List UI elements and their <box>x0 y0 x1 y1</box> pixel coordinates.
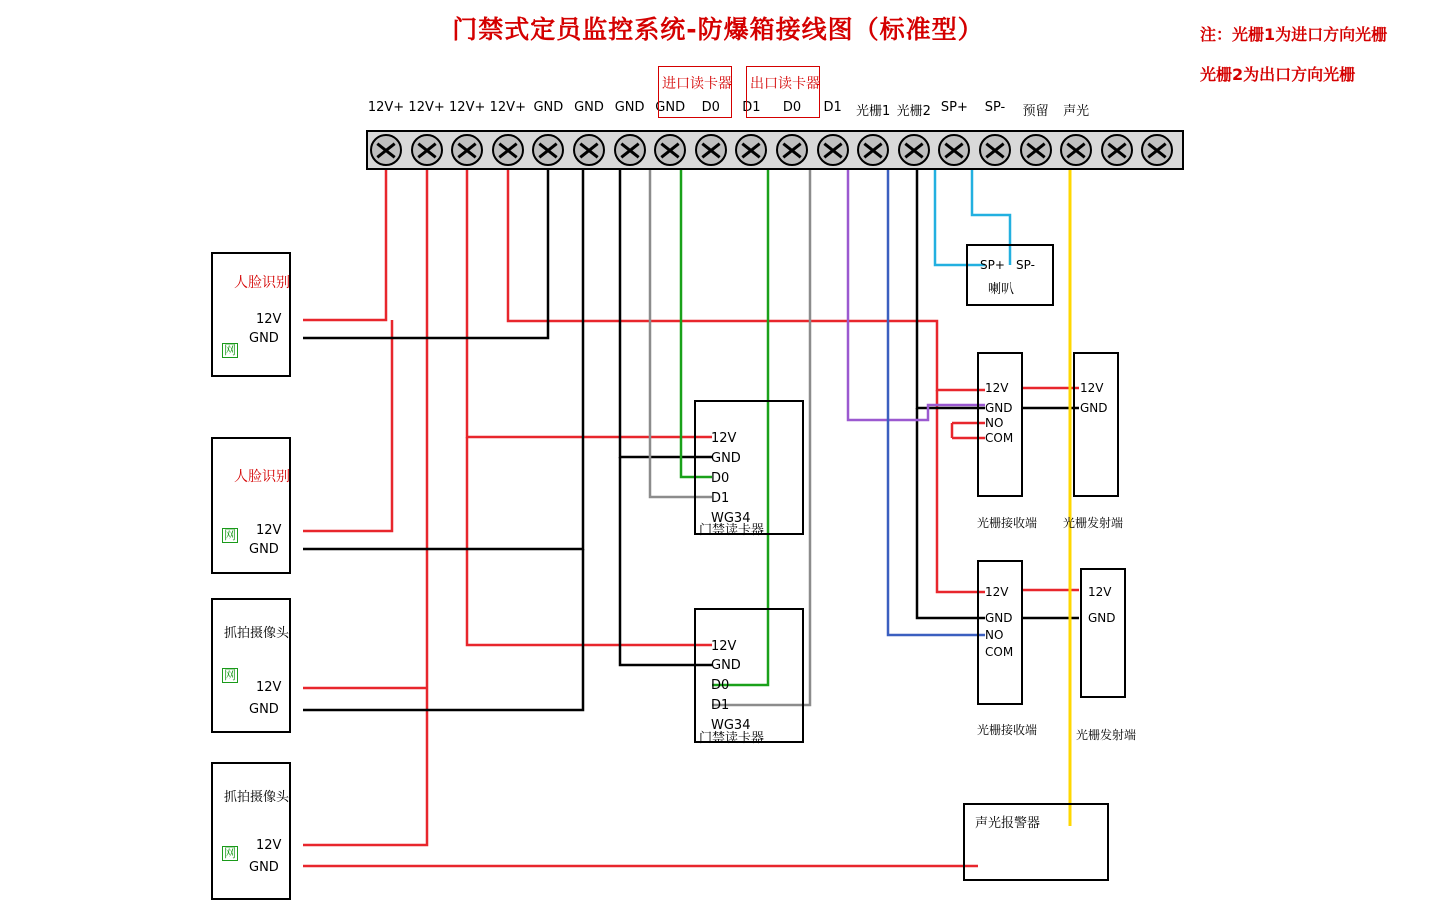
terminal-label-10: D1 <box>742 100 761 115</box>
grating-rx2-pin-12v: 12V <box>985 585 1009 599</box>
terminal-screw-2[interactable] <box>411 134 443 166</box>
terminal-label-4: 12V+ <box>489 100 526 115</box>
grating-tx2-pin-12v: 12V <box>1088 585 1112 599</box>
grating-rx1-pin-12v: 12V <box>985 381 1009 395</box>
cam2-label: 抓拍摄像头 <box>224 790 290 805</box>
terminal-screw-16[interactable] <box>979 134 1011 166</box>
terminal-screw-12[interactable] <box>817 134 849 166</box>
face1-net-port: 网 <box>224 343 237 357</box>
grating-tx1-pin-12v: 12V <box>1080 381 1104 395</box>
cam2-pin-12v: 12V <box>256 838 282 853</box>
terminal-screw-4[interactable] <box>492 134 524 166</box>
terminal-screw-9[interactable] <box>695 134 727 166</box>
grating-rx1-label: 光栅接收端 <box>977 516 1038 530</box>
device-capture-camera-2 <box>211 762 291 900</box>
terminal-label-2: 12V+ <box>408 100 445 115</box>
grating-rx2-pin-com: COM <box>985 645 1014 659</box>
grating-rx1-pin-gnd: GND <box>985 401 1013 415</box>
reader1-pin-12v: 12V <box>711 431 737 446</box>
reader2-pin-gnd: GND <box>711 658 741 673</box>
terminal-screw-1[interactable] <box>370 134 402 166</box>
alarm-label: 声光报警器 <box>975 816 1041 831</box>
terminal-label-5: GND <box>533 100 564 115</box>
grating-rx1-pin-no: NO <box>985 416 1004 430</box>
cam1-pin-gnd: GND <box>249 702 279 717</box>
terminal-screw-8[interactable] <box>654 134 686 166</box>
grating-tx2-label: 光栅发射端 <box>1076 728 1137 742</box>
cam1-pin-12v: 12V <box>256 680 282 695</box>
device-face-recognition-1-label: 人脸识别 <box>234 275 290 291</box>
terminal-screw-7[interactable] <box>614 134 646 166</box>
device-face-recognition-2-label: 人脸识别 <box>234 469 290 485</box>
exit-reader-group-label: 出口读卡器 <box>750 76 820 92</box>
terminal-label-14: 光栅2 <box>896 104 931 119</box>
face2-pin-12v: 12V <box>256 523 282 538</box>
terminal-label-1: 12V+ <box>367 100 405 115</box>
reader2-pin-d1: D1 <box>711 698 730 713</box>
terminal-screw-3[interactable] <box>451 134 483 166</box>
reader2-pin-12v: 12V <box>711 639 737 654</box>
terminal-screw-19[interactable] <box>1101 134 1133 166</box>
speaker-pin-sp-plus: SP+ <box>980 258 1005 272</box>
grating-tx1-pin-gnd: GND <box>1080 401 1108 415</box>
face2-net-port: 网 <box>224 528 237 542</box>
device-grating-transmitter-1 <box>1073 352 1119 497</box>
page-title: 门禁式定员监控系统-防爆箱接线图（标准型） <box>452 15 984 44</box>
speaker-pin-sp-minus: SP- <box>1016 258 1035 272</box>
grating-rx2-label: 光栅接收端 <box>977 723 1038 737</box>
grating-tx1-label: 光栅发射端 <box>1063 516 1124 530</box>
cam2-net-port: 网 <box>224 846 237 860</box>
terminal-label-6: GND <box>574 100 604 115</box>
reader2-label: 门禁读卡器 <box>699 731 765 746</box>
terminal-screw-11[interactable] <box>776 134 808 166</box>
face2-pin-gnd: GND <box>249 542 279 557</box>
terminal-label-9: D0 <box>701 100 720 115</box>
note-line-1: 注：光栅1为进口方向光栅 <box>1200 25 1388 44</box>
terminal-screw-18[interactable] <box>1060 134 1092 166</box>
terminal-screw-13[interactable] <box>857 134 889 166</box>
terminal-label-12: D1 <box>823 100 842 115</box>
grating-tx2-pin-gnd: GND <box>1088 611 1116 625</box>
terminal-label-3: 12V+ <box>449 100 486 115</box>
terminal-label-7: GND <box>614 100 645 115</box>
reader2-pin-wg34: WG34 <box>711 718 751 733</box>
terminal-screw-14[interactable] <box>898 134 930 166</box>
cam1-label: 抓拍摄像头 <box>224 626 290 641</box>
grating-rx1-pin-com: COM <box>985 431 1014 445</box>
cam1-net-port: 网 <box>224 668 237 682</box>
terminal-label-15: SP+ <box>940 100 968 115</box>
terminal-label-17: 预留 <box>1022 104 1049 119</box>
terminal-screw-17[interactable] <box>1020 134 1052 166</box>
entry-reader-group-label: 进口读卡器 <box>662 76 732 92</box>
reader1-pin-wg34: WG34 <box>711 511 751 526</box>
terminal-label-13: 光栅1 <box>856 104 891 119</box>
terminal-label-18: 声光 <box>1063 104 1090 119</box>
terminal-screw-6[interactable] <box>573 134 605 166</box>
reader2-pin-d0: D0 <box>711 678 730 693</box>
face1-pin-gnd: GND <box>249 331 279 346</box>
speaker-label: 喇叭 <box>988 282 1015 297</box>
terminal-label-8: GND <box>655 100 686 115</box>
cam2-pin-gnd: GND <box>249 860 279 875</box>
reader1-pin-d0: D0 <box>711 471 730 486</box>
grating-rx2-pin-gnd: GND <box>985 611 1013 625</box>
reader1-pin-gnd: GND <box>711 451 741 466</box>
terminal-label-11: D0 <box>782 100 802 115</box>
reader1-pin-d1: D1 <box>711 491 730 506</box>
grating-rx2-pin-no: NO <box>985 628 1004 642</box>
reader1-label: 门禁读卡器 <box>699 523 765 538</box>
face1-pin-12v: 12V <box>256 312 282 327</box>
note-line-2: 光栅2为出口方向光栅 <box>1200 65 1356 84</box>
terminal-label-16: SP- <box>984 100 1006 115</box>
